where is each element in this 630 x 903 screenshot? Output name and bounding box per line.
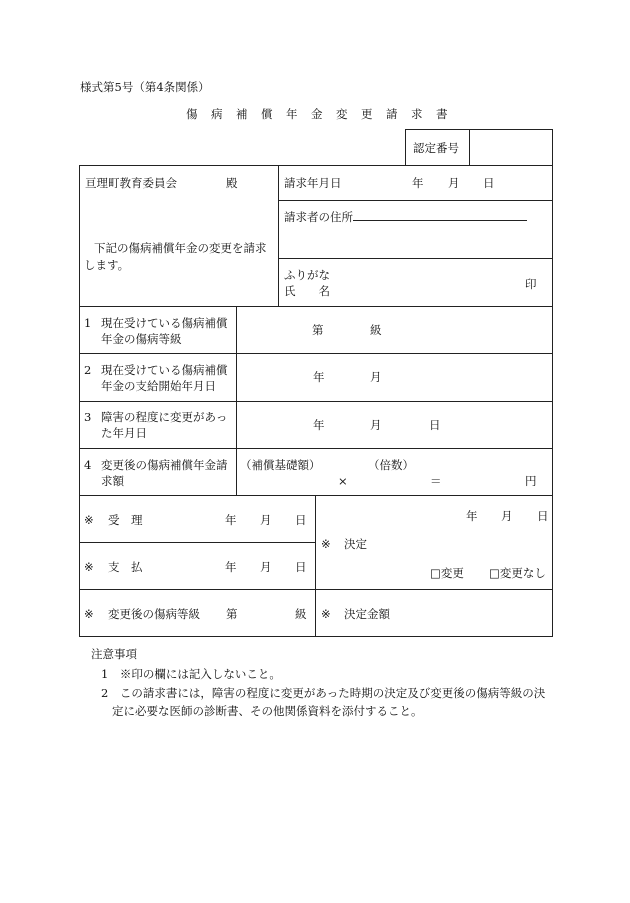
grade-suffix: 級: [370, 323, 382, 337]
form-number: 様式第5号（第4条関係）: [80, 80, 210, 94]
form-title: [186, 107, 461, 121]
title-char: 更: [361, 107, 373, 121]
no-change-checkbox[interactable]: □変更なし: [489, 566, 546, 580]
title-char: 請: [386, 107, 398, 121]
times-sign: ×: [338, 474, 348, 488]
base-amount-label: （補償基礎額）: [240, 458, 321, 472]
decision-mark: ※: [321, 537, 331, 551]
request-statement-line2: します。: [84, 258, 130, 272]
address-label: 請求者の住所: [284, 210, 353, 224]
request-date-label: 請求年月日: [284, 176, 342, 190]
certification-label: 認定番号: [413, 141, 459, 155]
item-2-num: 2: [84, 363, 92, 377]
request-date-year: 年: [412, 176, 424, 190]
change-date-month: 月: [370, 418, 382, 432]
item-1-num: 1: [84, 316, 92, 330]
title-char: 病: [211, 107, 223, 121]
payment-day: 日: [295, 560, 307, 574]
request-date-month: 月: [448, 176, 460, 190]
note-1: 1 ※印の欄には記入しないこと。: [101, 667, 281, 681]
seal-mark: 印: [525, 277, 537, 291]
request-date-day: 日: [483, 176, 495, 190]
start-date-year: 年: [313, 370, 325, 384]
note-2-line2: 定に必要な医師の診断書、その他関係資料を添付すること。: [112, 704, 423, 718]
title-char: 傷: [186, 107, 198, 121]
certification-number-field[interactable]: [471, 131, 551, 164]
title-char: 求: [411, 107, 423, 121]
receipt-year: 年: [225, 513, 237, 527]
decision-month: 月: [501, 509, 513, 523]
payment-label: 支 払: [108, 560, 143, 574]
new-grade-suffix: 級: [295, 607, 307, 621]
decision-day: 日: [537, 509, 549, 523]
multiplier-label: （倍数）: [368, 458, 414, 472]
note-2-line1: 2 この請求書には，障害の程度に変更があった時期の決定及び変更後の傷病等級の決: [101, 686, 546, 700]
title-char: 金: [311, 107, 323, 121]
notes-title: 注意事項: [91, 647, 137, 661]
payment-mark: ※: [84, 560, 94, 574]
title-char: 年: [286, 107, 298, 121]
new-grade-prefix: 第: [226, 607, 238, 621]
change-checkbox[interactable]: □変更: [430, 566, 464, 580]
yen-unit: 円: [525, 474, 537, 488]
addressee: 亘理町教育委員会: [85, 176, 177, 190]
furigana-label: ふりがな: [284, 268, 330, 282]
title-char: 変: [336, 107, 348, 121]
payment-month: 月: [260, 560, 272, 574]
item-1-label-line1: 現在受けている傷病補償: [101, 316, 228, 330]
change-date-day: 日: [429, 418, 441, 432]
decision-label: 決定: [344, 537, 367, 551]
grade-prefix: 第: [312, 323, 324, 337]
decision-amount-label: 決定金額: [344, 607, 390, 621]
receipt-mark: ※: [84, 513, 94, 527]
request-statement-line1: 下記の傷病補償年金の変更を請求: [94, 241, 267, 255]
decision-year: 年: [466, 509, 478, 523]
decision-amount-mark: ※: [321, 607, 331, 621]
item-4-label-line2: 求額: [101, 474, 124, 488]
new-grade-mark: ※: [84, 607, 94, 621]
change-date-year: 年: [313, 418, 325, 432]
payment-year: 年: [225, 560, 237, 574]
name-label: 氏 名: [284, 284, 330, 298]
item-1-label-line2: 年金の傷病等級: [101, 332, 182, 346]
item-3-label-line2: た年月日: [101, 426, 147, 440]
equals-sign: ＝: [430, 474, 442, 488]
address-field[interactable]: [353, 208, 527, 221]
honorific: 殿: [226, 176, 238, 190]
item-2-label-line2: 年金の支給開始年月日: [101, 379, 216, 393]
receipt-month: 月: [260, 513, 272, 527]
item-2-label-line1: 現在受けている傷病補償: [101, 363, 228, 377]
item-4-label-line1: 変更後の傷病補償年金請: [101, 458, 228, 472]
address-row: [284, 208, 527, 224]
receipt-label: 受 理: [108, 513, 143, 527]
receipt-day: 日: [295, 513, 307, 527]
start-date-month: 月: [370, 370, 382, 384]
item-4-num: 4: [84, 458, 92, 472]
item-3-num: 3: [84, 410, 92, 424]
title-char: 書: [436, 107, 448, 121]
title-char: 補: [236, 107, 248, 121]
item-3-label-line1: 障害の程度に変更があっ: [101, 410, 228, 424]
title-char: 償: [261, 107, 273, 121]
new-grade-label: 変更後の傷病等級: [108, 607, 200, 621]
